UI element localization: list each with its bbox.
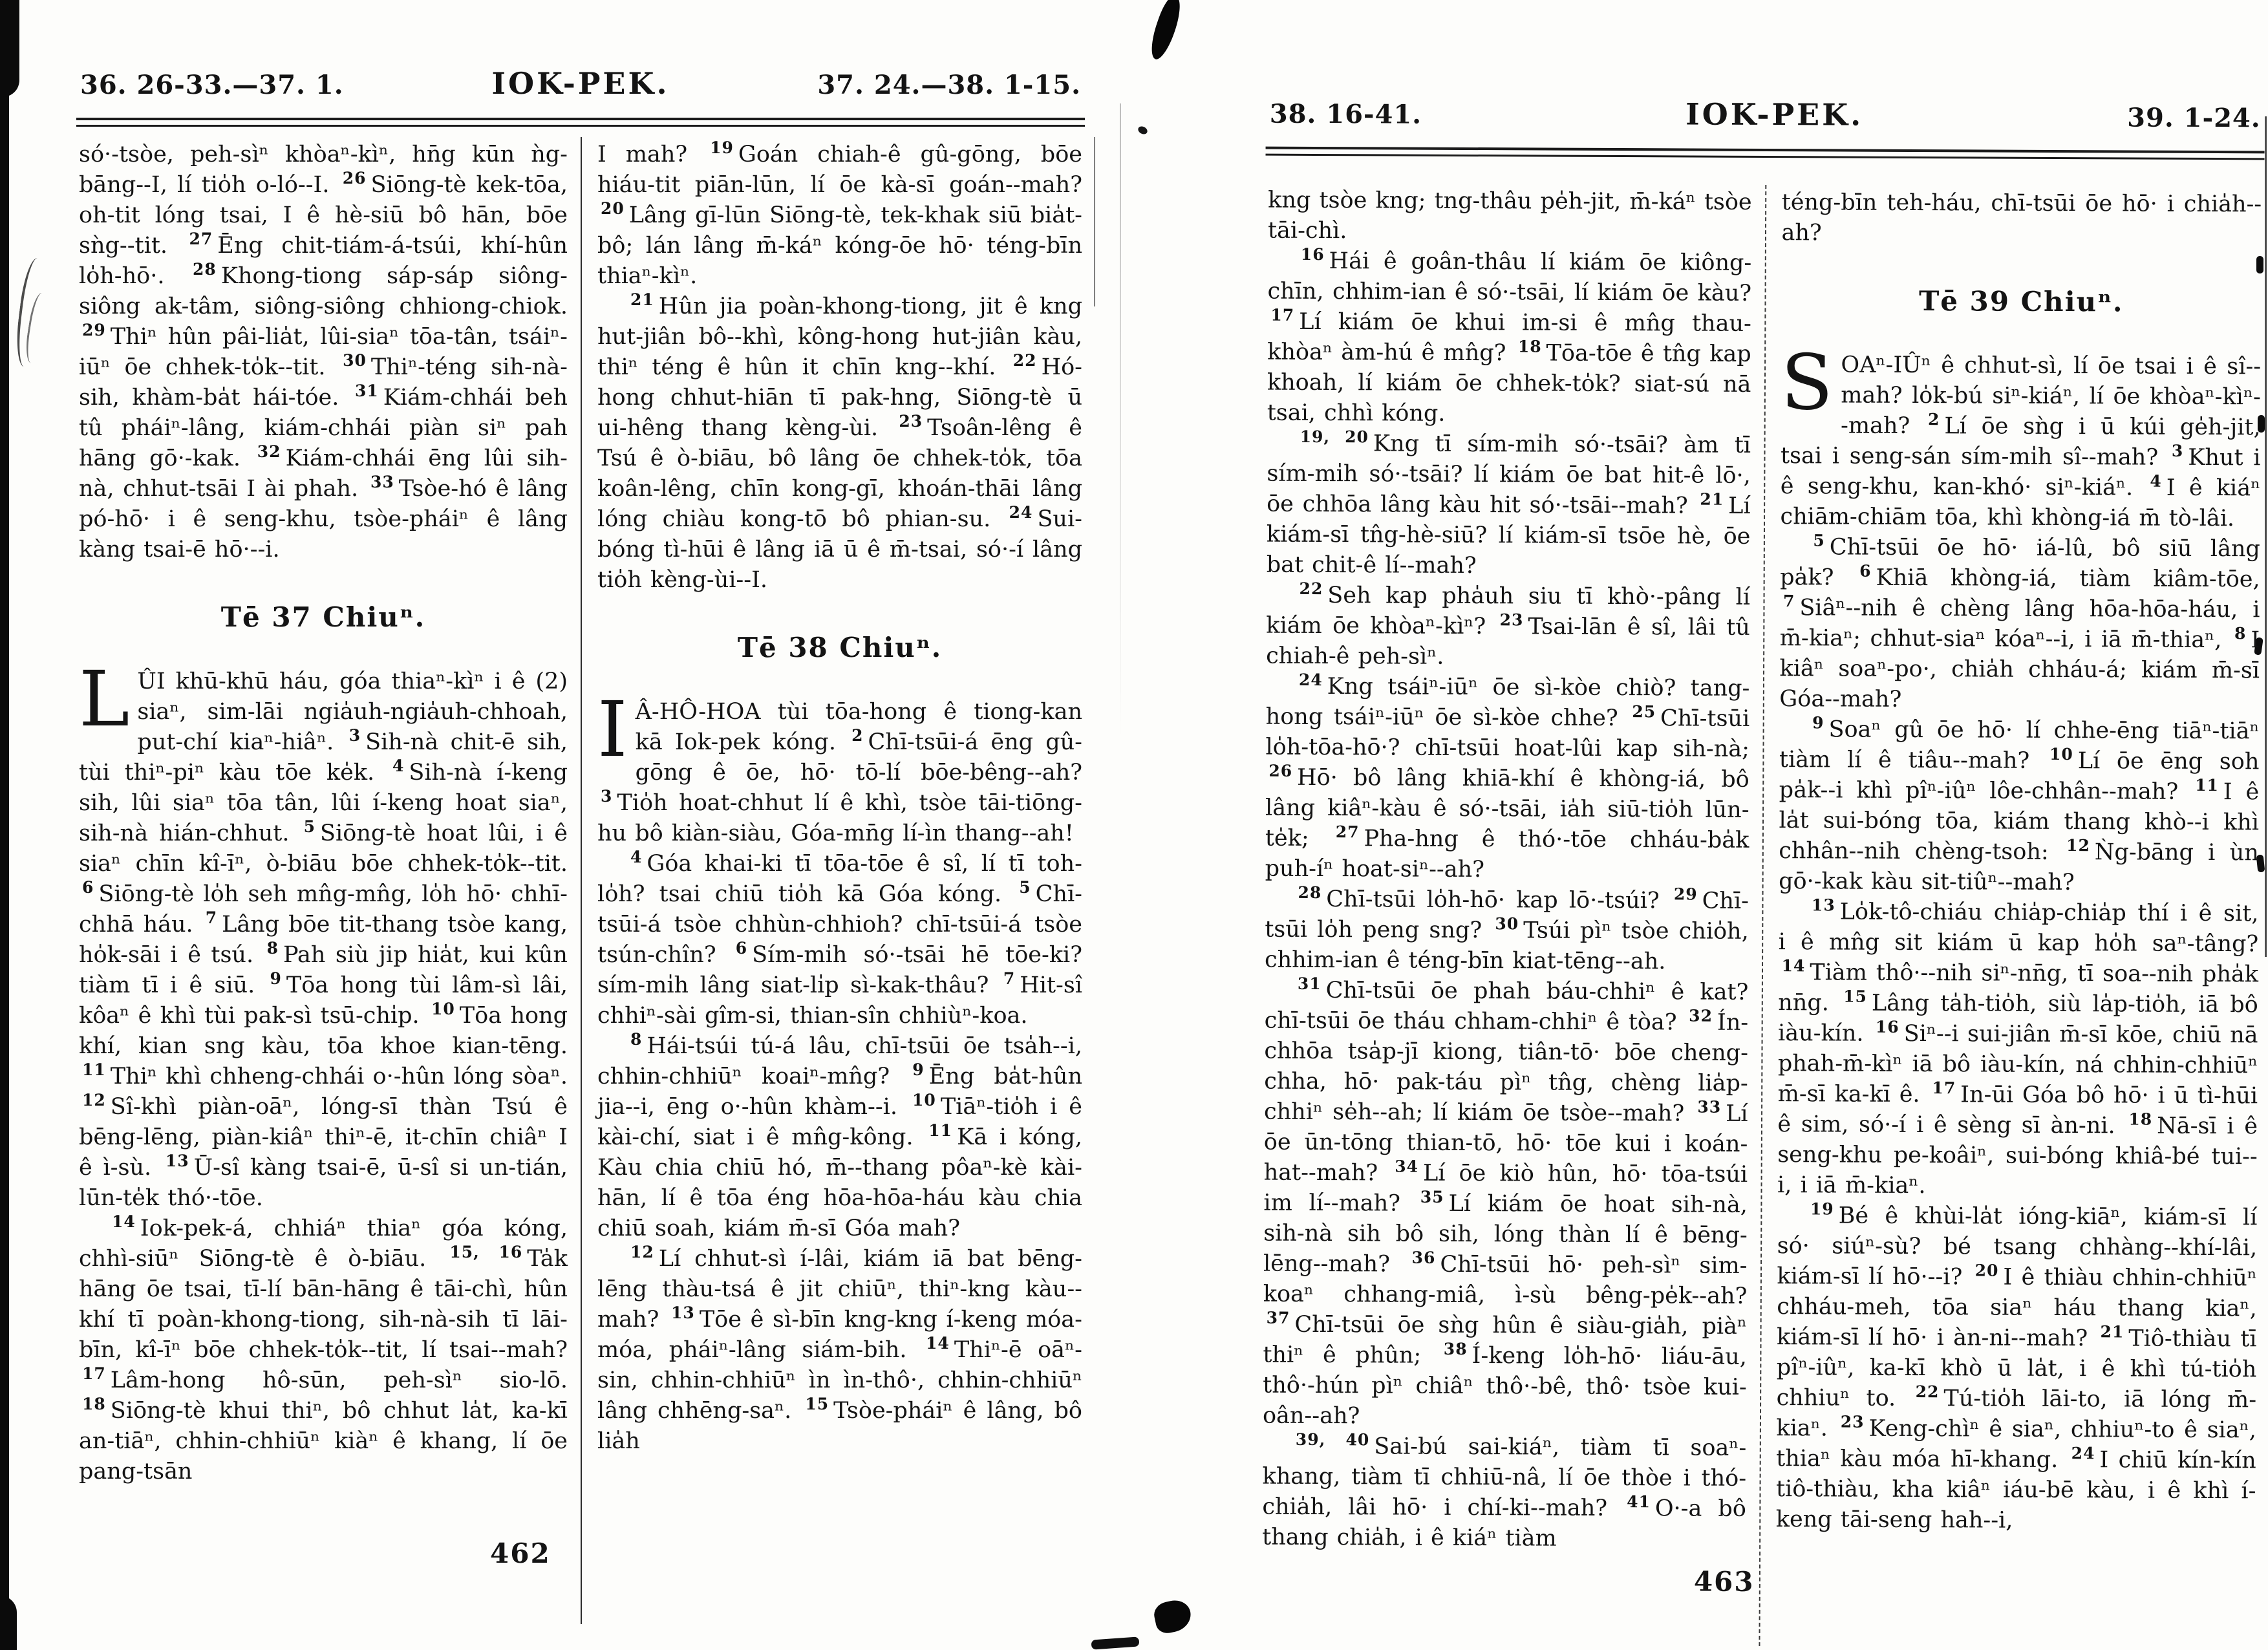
verse-text: I chiū kín-kín tiô-thiàu, kha kiâⁿ iáu-bē kàu, i ê khì í-keng tāi-seng hah--i, — [1775, 1447, 2256, 1534]
verse-text: Ēng ba̍t-hûn jia--i, ēng o·-hûn khàm--i. — [597, 1064, 1082, 1120]
verse-number: 4 — [630, 848, 643, 867]
paragraph — [1780, 338, 2262, 534]
verse-number: 3 — [2171, 442, 2184, 461]
chapter-heading: Tē 39 Chiuⁿ. — [1918, 285, 2124, 318]
verse-number: 8 — [266, 939, 279, 958]
verse-number: 23 — [1499, 610, 1524, 630]
verse-number: 9 — [912, 1060, 925, 1080]
chapter-heading: Tē 38 Chiuⁿ. — [737, 632, 943, 663]
verse-number: 8 — [2234, 624, 2247, 643]
verse-text: Hit-sî chhiⁿ-sài gîm-si, thian-sîn chhiùⁿ-koa. — [597, 972, 1082, 1029]
verse-text: Hó-hong chhut-hiān tī pak-hng, Siōng-tè ū ui-hêng thang kèng-ùi. — [597, 354, 1082, 441]
book-title: IOK-PEK. — [1685, 96, 1864, 133]
verse-number: 29 — [1673, 884, 1698, 904]
page-edge — [2265, 116, 2267, 957]
paragraph — [79, 1214, 568, 1487]
verse-number: 12 — [82, 1091, 106, 1110]
page-right — [1259, 82, 2265, 1649]
verse-number: 6 — [82, 878, 94, 897]
verse-number: 19 — [1810, 1199, 1834, 1219]
verse-number: 3 — [601, 787, 613, 806]
verse-number: 24 — [2071, 1444, 2095, 1463]
verse-number: 21 — [1700, 489, 1724, 509]
paragraph — [597, 685, 1082, 849]
verse-number: 33 — [1697, 1097, 1722, 1117]
verse-text: Sai-bú sai-kiáⁿ, tiàm tī soaⁿ-khang, tiàm tī chhiū-nâ, lí ōe thòe i thó-chia̍h, lâi hō· i chí-ki--mah? — [1262, 1433, 1747, 1522]
verse-number: 31 — [354, 381, 379, 401]
verse-text: Ta̍k hāng ōe tsai, tī-lí bān-hāng ê tāi-chì, hûn khí tī poàn-khong-tiong, sih-nà-sih tī lāi-bīn, kî-īⁿ bōe chhek-to̍k--tit, lí tsai--mah? — [79, 1246, 568, 1363]
verse-text: O·-a bô thang chia̍h, i ê kiáⁿ tiàm — [1262, 1495, 1746, 1552]
verse-text: Khut i ê seng-khu, kan-khó· siⁿ-kiáⁿ. — [1780, 444, 2261, 501]
verse-number: 23 — [1840, 1412, 1865, 1432]
verse-number: 32 — [1689, 1006, 1713, 1026]
verse-text: téng-bīn teh-háu, chī-tsūi ōe hō· i chia̍h--ah? — [1781, 189, 2262, 246]
verse-number: 6 — [735, 939, 748, 958]
verse-range-left: 36. 26-33.—37. 1. — [80, 70, 344, 100]
verse-text: Lí kiám ōe hoat sih-nà, sih-nà sih bô sih, lóng thàn lí ê bēng-lēng--mah? — [1263, 1190, 1748, 1278]
verse-number: 11 — [928, 1121, 953, 1141]
paragraph — [1268, 186, 1752, 248]
paragraph — [1776, 1201, 2258, 1537]
verse-text: Lí chhut-sì í-lâi, kiám iā bat bēng-lēng thàu-tsá ê jit chiūⁿ, thiⁿ-kng kàu--mah? — [597, 1246, 1082, 1333]
verse-text: Â-HÔ-HOA tùi tōa-hong ê tiong-kan kā Iok-pek kóng. — [635, 699, 1082, 755]
verse-text: Soaⁿ gû ōe hō· lí chhe-ēng tiāⁿ-tiāⁿ tiàm lí ê tiâu--mah? — [1779, 716, 2260, 774]
verse-number: 18 — [1517, 337, 1542, 356]
verse-text: Lo̍k-tô-chiáu chia̍p-chia̍p thí i ê sit, i ê mn̂g sit kiám ū kap ho̍h saⁿ-tâng? — [1778, 899, 2259, 958]
verse-text: ÛI khū-khū háu, góa thiaⁿ-kìⁿ i ê (2) siaⁿ, sim-lāi ngia̍uh-ngia̍uh-chhoah, put-chí kiaⁿ-hiâⁿ. — [137, 669, 568, 755]
paragraph — [1262, 1431, 1746, 1555]
paragraph — [1779, 714, 2260, 899]
verse-number: 33 — [370, 473, 394, 492]
verse-text: Lâng gī-lūn Siōng-tè, tek-khak siū bia̍t-bô; lán lâng m̄-káⁿ kóng-ōe hō· téng-bīn thiaⁿ-kìⁿ. — [597, 202, 1082, 289]
verse-number: 19 — [710, 138, 734, 158]
verse-range-right: 39. 1-24. — [2127, 102, 2261, 134]
text-columns — [1259, 183, 2264, 1649]
ink-speck — [1137, 125, 1148, 136]
verse-text: Kiám-chhái ēng lûi sih-nà, chhut-tsāi I ài phah. — [79, 445, 568, 502]
verse-number: 15, 16 — [449, 1243, 523, 1262]
paragraph — [1267, 246, 1752, 431]
verse-text: Tōe ê sì-bīn kng-kng í-keng móa-móa, pháiⁿ-lâng siám-bih. — [597, 1307, 1082, 1363]
verse-text: Chī-tsūi lo̍h-tōa-hō·? chī-tsūi hoat-lûi kap sih-nà; — [1265, 705, 1750, 762]
verse-text: Hûn jia poàn-khong-tiong, jit ê kng hut-jiân bô--khì, kông-hong hut-jiân kàu, thiⁿ téng ê hûn it chīn kng--khí. — [597, 294, 1082, 380]
page-number: 463 — [1693, 1565, 1755, 1598]
text-column-2 — [581, 137, 1085, 1624]
verse-text: Thiⁿ khì chheng-chhái o·-hûn lóng sòaⁿ. — [110, 1064, 568, 1089]
verse-text: Chī-tsūi-á tsòe chhùn-chhioh? chī-tsūi-á tsòe tsún-chîn? — [597, 881, 1082, 968]
page-number: 462 — [490, 1538, 551, 1569]
paragraph — [79, 654, 568, 1214]
verse-number: 16 — [1875, 1018, 1899, 1037]
verse-range-left: 38. 16-41. — [1269, 98, 1422, 130]
paragraph — [79, 140, 568, 565]
verse-number: 15 — [805, 1395, 829, 1414]
verse-number: 11 — [82, 1060, 106, 1080]
verse-number: 18 — [82, 1395, 106, 1414]
drop-cap: I — [597, 685, 628, 774]
verse-number: 20 — [1974, 1261, 1999, 1280]
verse-text: I mah? — [597, 142, 707, 167]
ink-smudge — [1146, 0, 1186, 62]
verse-text: Lí ōe sǹg i ū kúi ge̍h-jit, tsai i seng-sán sím-mi̍h sî--mah? — [1780, 413, 2261, 471]
verse-number: 27 — [1335, 822, 1360, 842]
verse-text: OAⁿ-IÛⁿ ê chhut-sì, lí ōe tsai i ê sî--mah? lo̍k-bú siⁿ-kiáⁿ, lí ōe khòaⁿ-kìⁿ--mah? — [1840, 352, 2262, 440]
paragraph — [1267, 429, 1751, 583]
paragraph — [1779, 532, 2260, 716]
page-edge — [1094, 137, 1095, 306]
verse-number: 32 — [257, 442, 281, 462]
verse-text: In-ūi Góa bô hō· i ū tì-hūi ê sim, só·-í i ê sèng sī àn-ni. — [1777, 1082, 2258, 1139]
paragraph — [597, 140, 1082, 292]
verse-number: 16 — [1300, 245, 1325, 264]
header-rule — [1266, 147, 2265, 160]
verse-number: 19, 20 — [1300, 427, 1369, 447]
gutter-fold — [1120, 103, 1121, 737]
spine-corner-top — [0, 0, 19, 97]
verse-text: Nā-sī i ê seng-khu pe-koâiⁿ, sui-bóng khiâ-bé tui--i, i iā m̄-kiaⁿ. — [1777, 1113, 2258, 1199]
verse-number: 23 — [899, 412, 923, 431]
verse-text: Siâⁿ--nih ê chèng lâng hōa-hōa-háu, i m̄-kiaⁿ; chhut-siaⁿ kóaⁿ--i, i iā m̄-thiaⁿ, — [1779, 595, 2260, 654]
verse-number: 13 — [165, 1152, 189, 1171]
drop-cap: S — [1781, 338, 1834, 427]
verse-text: Kā i kóng, Kàu chia chiū hó, m̄--thang pôaⁿ-kè kài-hān, lí ê tōa éng hōa-hōa-háu kàu chia chiū soah, kiám m̄-sī Góa mah? — [597, 1124, 1083, 1241]
paragraph — [597, 849, 1082, 1031]
verse-number: 5 — [303, 817, 316, 837]
verse-number: 7 — [1782, 592, 1795, 611]
verse-number: 18 — [2128, 1109, 2153, 1129]
spine-corner-bottom — [0, 1596, 17, 1650]
verse-text: Lâng bōe tit-thang tsòe kang, ho̍k-sāi i ê tsú. — [79, 912, 568, 968]
verse-number: 15 — [1843, 987, 1868, 1007]
verse-text: Lí kiám-sī tn̂g-hè-siū? lí kiám-sī tsōe hè, ōe bat chit-ê lí--mah? — [1266, 493, 1751, 579]
verse-text: Bé ê khùi-la̍t ióng-kiāⁿ, kiám-sī lí só· siúⁿ-sù? bé tsang chhàng--khí-lâi, kiám-sī lí hō·--i? — [1777, 1203, 2258, 1291]
header-rule — [76, 118, 1085, 127]
verse-number: 22 — [1012, 351, 1037, 370]
verse-text: Tōa-tōe ê tn̂g kap khoah, lí kiám ōe chhek-to̍k? siat-sú nā tsai, chhì kóng. — [1267, 340, 1751, 427]
verse-number: 10 — [431, 1000, 455, 1019]
paragraph — [1266, 581, 1750, 674]
verse-number: 7 — [205, 908, 218, 928]
verse-text: Lâng ta̍h-tio̍h, siù la̍p-tio̍h, iā bô iàu-kín. — [1778, 990, 2258, 1047]
verse-text: Lí ōe ēng soh pa̍k--i khì pîⁿ-iûⁿ lôe-chhân--mah? — [1779, 748, 2260, 805]
verse-text: Ǹg-bāng i ùn gō·-kak kàu sit-tiûⁿ--mah? — [1779, 839, 2259, 896]
verse-text: Thiⁿ-ē oāⁿ-sin, chhin-chhiūⁿ ìn ìn-thô·, chhin-chhiūⁿ lâng chhēng-saⁿ. — [597, 1337, 1082, 1424]
verse-number: 9 — [270, 969, 282, 989]
verse-text: Pah siù jip hia̍t, kui kûn tiàm tī i ê siū. — [79, 942, 568, 998]
running-header — [76, 62, 1085, 112]
verse-text: I kiâⁿ soaⁿ-po·, chia̍h chháu-á; kiám m̄-sī Góa--mah? — [1779, 627, 2260, 712]
paragraph — [1777, 897, 2259, 1203]
verse-text: Chī-tsūi ōe sǹg hûn ê siàu-gia̍h, piàⁿ thiⁿ ê phûn; — [1263, 1311, 1748, 1369]
verse-number: 9 — [1812, 713, 1824, 733]
verse-number: 21 — [630, 290, 654, 310]
verse-text: Lí ōe kiò hûn, hō· tōa-tsúi im lí--mah? — [1263, 1160, 1748, 1217]
verse-number: 22 — [1915, 1382, 1940, 1402]
paragraph — [1263, 976, 1749, 1433]
verse-number: 24 — [1009, 503, 1033, 522]
verse-number: 20 — [601, 199, 625, 219]
verse-text: Thiⁿ hûn pâi-lia̍t, lûi-siaⁿ tōa-tân, tsáiⁿ-iūⁿ ōe chhek-to̍k--tit. — [79, 324, 568, 380]
verse-text: Í-keng lo̍h-hō· liáu-āu, thô·-hún pìⁿ chiâⁿ thô·-bê, thô· tsòe kui-oân--ah? — [1262, 1343, 1747, 1430]
verse-number: 14 — [926, 1334, 950, 1353]
verse-text: Siōng-tè hoat lûi, i ê siaⁿ chīn kî-īⁿ, ò-biāu bōe chhek-to̍k--tit. — [79, 820, 568, 877]
verse-number: 29 — [82, 321, 106, 340]
verse-text: Tsòe-hó ê lâng pó-hō· i ê seng-khu, tsòe-pháiⁿ ê lâng kàng tsai-ē hō·--i. — [79, 476, 568, 562]
verse-text: Chī-tsūi hō· peh-sìⁿ sim-koaⁿ chhang-miâ, ì-sù bêng-pe̍k--ah? — [1263, 1251, 1748, 1309]
verse-text: Keng-chìⁿ ê siaⁿ, chhiuⁿ-to ê siaⁿ, thiaⁿ kàu móa hī-khang. — [1776, 1415, 2257, 1473]
verse-text: Ū-sî kàng tsai-ē, ū-sî si un-tián, lūn-te̍k thó·-tōe. — [79, 1155, 568, 1211]
verse-text: Lí ōe ūn-tōng thian-tō, hō· tōe kui i koán-hat--mah? — [1263, 1100, 1748, 1186]
verse-text: Hái ê goân-thâu lí kiám ōe kiông-chīn, chhim-ian ê só·-tsāi, lí kiám ōe kàu? — [1267, 248, 1752, 306]
verse-text: Tōa hong tùi lâm-sì lâi, kôaⁿ ê khì tùi pak-sì tsū-chi̍p. — [79, 972, 568, 1029]
verse-text: Chī-tsūi ōe phah báu-chhiⁿ ê kat? chī-tsūi ōe tháu chham-chhiⁿ ê tòa? — [1264, 978, 1749, 1036]
verse-text: só·-tsòe, peh-sìⁿ khòaⁿ-kìⁿ, hn̄g kūn ǹg-bāng--I, lí tio̍h o-ló--I. — [79, 142, 568, 198]
chapter-heading: Tē 37 Chiuⁿ. — [220, 601, 426, 633]
verse-number: 24 — [1298, 670, 1323, 690]
verse-number: 17 — [1932, 1078, 1956, 1098]
verse-number: 3 — [348, 726, 361, 745]
verse-text: Siⁿ--i sui-jiân m̄-sī kōe, chiū nā phah-m̄-kìⁿ iā bô iàu-kín, ná chhin-chhiūⁿ m̄-sī ka-kī ê. — [1777, 1020, 2258, 1108]
verse-text: I ê la̍t sui-bóng tōa, kiám thang khò--i khì chhân--nih chèng-tsoh: — [1779, 779, 2260, 866]
text-columns — [76, 137, 1085, 1624]
verse-text: Sui-bóng tì-hūi ê lâng iā ū ê m̄-tsai, só·-í lâng tio̍h kèng-ùi--I. — [597, 506, 1082, 593]
verse-number: 14 — [1781, 956, 1806, 976]
verse-text: Tōa hong khí, kian sng kàu, tōa khoe kian-tēng. — [79, 1003, 568, 1059]
paragraph — [597, 1031, 1082, 1244]
verse-number: 21 — [2100, 1322, 2124, 1342]
verse-number: 34 — [1395, 1157, 1419, 1177]
verse-text: Góa khai-ki tī tōa-tōe ê sî, lí tī toh-lo̍h? tsai chiū tio̍h kā Góa kóng. — [597, 851, 1082, 907]
verse-text: Tiô-thiàu tī pîⁿ-iûⁿ, ka-kī khò ū la̍t, i ê khì tú-tio̍h chhiuⁿ to. — [1776, 1325, 2257, 1412]
verse-text: Ín-chhōa tsa̍p-jī kiong, tiân-tō· bōe cheng-chha, hō· pak-táu pìⁿ tn̂g, chèng lia̍p-chhiⁿ se̍h--ah; lí kiám ōe tsòe--mah? — [1263, 1009, 1749, 1127]
verse-number: 38 — [1443, 1340, 1468, 1359]
verse-number: 12 — [630, 1243, 654, 1262]
verse-number: 31 — [1297, 974, 1321, 994]
book-title: IOK-PEK. — [491, 66, 670, 101]
verse-text: Tsoân-lêng ê Tsú ê ò-biāu, bô lâng ōe chhek-to̍k, tōa koân-lêng, chīn kong-gī, khoán-thāi lâng lóng chiàu kong-tō bô phian-su. — [597, 415, 1082, 532]
verse-text: Siōng-tè khui thiⁿ, bô chhut la̍t, ka-kī an-tiāⁿ, chhin-chhiūⁿ kiàⁿ ê khang, lí ōe pang-tsān — [79, 1398, 568, 1484]
verse-number: 10 — [2049, 745, 2073, 764]
verse-text: Hō· bô lâng khiā-khí ê khòng-iá, bô lâng kiâⁿ-kàu ê só·-tsāi, ia̍h siū-tio̍h lūn-te̍k; — [1265, 764, 1749, 852]
verse-text: Tsai-lān ê sî, lâi tû chiah-ê peh-sìⁿ. — [1266, 614, 1750, 670]
verse-text: Siōng-tè kek-tōa, oh-tit lóng tsai, I ê hè-siū bô hān, bōe sǹg--tit. — [79, 172, 568, 259]
running-header — [1266, 82, 2265, 146]
verse-text: Lâm-hong hô-sūn, peh-sìⁿ sio-lō. — [110, 1367, 568, 1393]
verse-text: Kng tsáiⁿ-iūⁿ ōe sì-kòe chiò? tang-hong tsáiⁿ-iūⁿ ōe sì-kòe chhe? — [1265, 674, 1750, 732]
verse-number: 11 — [2195, 776, 2219, 795]
paragraph — [1781, 188, 2262, 250]
verse-text: Sih-nà í-keng sih, lûi siaⁿ tōa tân, lûi í-keng hoat siaⁿ, sih-nà hián-chhut. — [79, 760, 568, 846]
verse-text: Chī-tsūi ōe hō· iá-lû, bô siū lâng pa̍k? — [1780, 534, 2260, 591]
verse-text: Chī-tsūi lo̍h peng sng? — [1265, 888, 1749, 944]
verse-text: Tsúi pìⁿ tsòe chio̍h, chhim-ian ê téng-bīn kiat-tēng--ah. — [1264, 917, 1749, 975]
verse-text: Goán chiah-ê gû-gōng, bōe hiáu-tit piān-lūn, lí ōe kà-sī goán--mah? — [597, 142, 1082, 198]
verse-number: 2 — [851, 726, 864, 745]
verse-text: I ê kiáⁿ chiām-chiām tōa, khì khòng-iá m̄ tò-lâi. — [1780, 475, 2261, 532]
verse-text: Tsòe-pháiⁿ ê lâng, bô lia̍h — [597, 1398, 1082, 1454]
verse-number: 5 — [1813, 531, 1825, 550]
verse-number: 13 — [671, 1303, 695, 1323]
verse-text: Tú-tio̍h lāi-to, iā lóng m̄-kiaⁿ. — [1776, 1386, 2257, 1442]
verse-number: 30 — [343, 351, 367, 370]
verse-number: 8 — [630, 1030, 643, 1049]
verse-text: Hái-tsúi tú-á lâu, chī-tsūi ōe tsa̍h--i, chhin-chhiūⁿ koaiⁿ-mn̂g? — [597, 1033, 1082, 1089]
verse-number: 35 — [1420, 1188, 1444, 1207]
verse-text: Lí kiám ōe khui im-si ê mn̂g thau-khòaⁿ àm-hú ê mn̂g? — [1267, 308, 1751, 367]
verse-text: Kiám-chhái beh tû pháiⁿ-lâng, kiám-chhái piàn siⁿ pah hāng gō·-kak. — [79, 385, 568, 471]
verse-number: 4 — [2150, 471, 2162, 491]
verse-number: 5 — [1019, 878, 1031, 897]
verse-range-right: 37. 24.—38. 1-15. — [817, 70, 1081, 100]
verse-text: Chī-tsūi-á ēng gû-gōng ê ōe, hō· tō-lí bōe-bêng--ah? — [635, 729, 1082, 786]
verse-number: 4 — [392, 756, 405, 776]
paragraph — [597, 292, 1082, 595]
verse-number: 17 — [82, 1364, 106, 1384]
book-spine-edge — [0, 0, 9, 1650]
paragraph — [597, 1244, 1082, 1457]
verse-number: 14 — [112, 1212, 136, 1232]
verse-text: Chī-tsūi lo̍h-hō· kap lō·-tsúi? — [1326, 886, 1671, 914]
verse-text: Tiāⁿ-tio̍h i ê kài-chí, siat i ê mn̂g-kông. — [597, 1094, 1082, 1150]
verse-number: 10 — [912, 1091, 936, 1110]
verse-number: 39, 40 — [1295, 1430, 1370, 1450]
verse-number: 27 — [189, 230, 213, 249]
verse-text: Khiā khòng-iá, tiàm kiâm-tōe, — [1876, 564, 2260, 593]
verse-number: 13 — [1811, 895, 1835, 915]
verse-number: 17 — [1270, 306, 1295, 325]
drop-cap: L — [79, 654, 130, 744]
text-column-4 — [1759, 185, 2264, 1648]
verse-text: Sím-mi̍h só·-tsāi hē tōe-ki? sím-mi̍h lâng siat-li̍p sì-kak-thâu? — [597, 942, 1082, 998]
verse-text: Ēng chit-tiám-á-tsúi, khí-hûn lo̍h-hō·. — [79, 233, 568, 289]
verse-text: Seh kap pha̍uh siu tī khò·-pâng lí kiám ōe khòaⁿ-kìⁿ? — [1266, 583, 1751, 640]
verse-number: 36 — [1411, 1248, 1436, 1268]
verse-number: 26 — [1268, 762, 1293, 781]
page-left — [76, 62, 1085, 1624]
verse-number: 28 — [193, 260, 217, 279]
verse-number: 6 — [1859, 561, 1872, 581]
verse-text: Tio̍h hoat-chhut lí ê khì, tsòe tāi-tiōng-hu bô kiàn-siàu, Góa-mn̄g lí-ìn thang--ah! — [597, 790, 1082, 846]
text-column-1 — [76, 137, 581, 1624]
verse-text: Siōng-tè lo̍h seh mn̂g-mn̂g, lo̍h hō· chhī-chhā háu. — [79, 881, 568, 938]
verse-text: Sî-khì piàn-oāⁿ, lóng-sī thàn Tsú ê bēng-lēng, piàn-kiâⁿ thiⁿ-ē, it-chīn chiâⁿ I ê ì-sù. — [79, 1094, 568, 1181]
paragraph — [1265, 672, 1750, 886]
verse-text: Khong-tiong sáp-sáp siông-siông ak-tâm, siông-siông chhiong-chiok. — [79, 263, 568, 319]
ink-smudge — [1091, 1636, 1140, 1649]
verse-number: 37 — [1266, 1308, 1290, 1328]
verse-number: 22 — [1299, 579, 1323, 599]
verse-text: Kng tī sím-mi̍h só·-tsāi? àm tī sím-mi̍h só·-tsāi? lí kiám ōe bat hit-ê lō·, ōe chhōa lâng kàu hit só·-tsāi--mah? — [1267, 431, 1751, 519]
verse-number: 30 — [1495, 914, 1519, 934]
verse-text: Sih-nà chit-ē sih, tùi thiⁿ-piⁿ kàu tōe ke̍k. — [79, 729, 568, 786]
verse-text: Iok-pek-á, chhiáⁿ thiaⁿ góa kóng, chhì-siūⁿ Siōng-tè ê ò-biāu. — [79, 1216, 568, 1272]
verse-number: 28 — [1298, 883, 1322, 903]
verse-number: 7 — [1003, 969, 1016, 989]
verse-text: Tiàm thô·--nih siⁿ-nn̄g, tī soa--nih pha̍k nn̄g. — [1778, 959, 2259, 1016]
verse-number: 12 — [2066, 836, 2090, 855]
text-column-3 — [1259, 183, 1764, 1646]
verse-text: Thiⁿ-téng sih-nà-sih, khàm-ba̍t hái-tóe. — [79, 354, 568, 411]
verse-text: I ê thiàu chhin-chhiūⁿ chháu-meh, tōa siaⁿ háu thang kiaⁿ, kiám-sī lí hō· i àn-ni--mah? — [1776, 1264, 2258, 1352]
verse-number: 2 — [1928, 410, 1940, 429]
paragraph — [1265, 884, 1749, 978]
verse-number: 41 — [1627, 1492, 1651, 1512]
verse-number: 26 — [342, 169, 367, 188]
verse-number: 25 — [1632, 702, 1656, 722]
ink-smudge — [1152, 1598, 1194, 1636]
verse-text: Pha-hng ê thó·-tōe chháu-ba̍k puh-íⁿ hoat-siⁿ--ah? — [1265, 826, 1749, 883]
verse-text: kng tsòe kng; tng-thâu pe̍h-jit, m̄-káⁿ tsòe tāi-chì. — [1267, 187, 1752, 244]
